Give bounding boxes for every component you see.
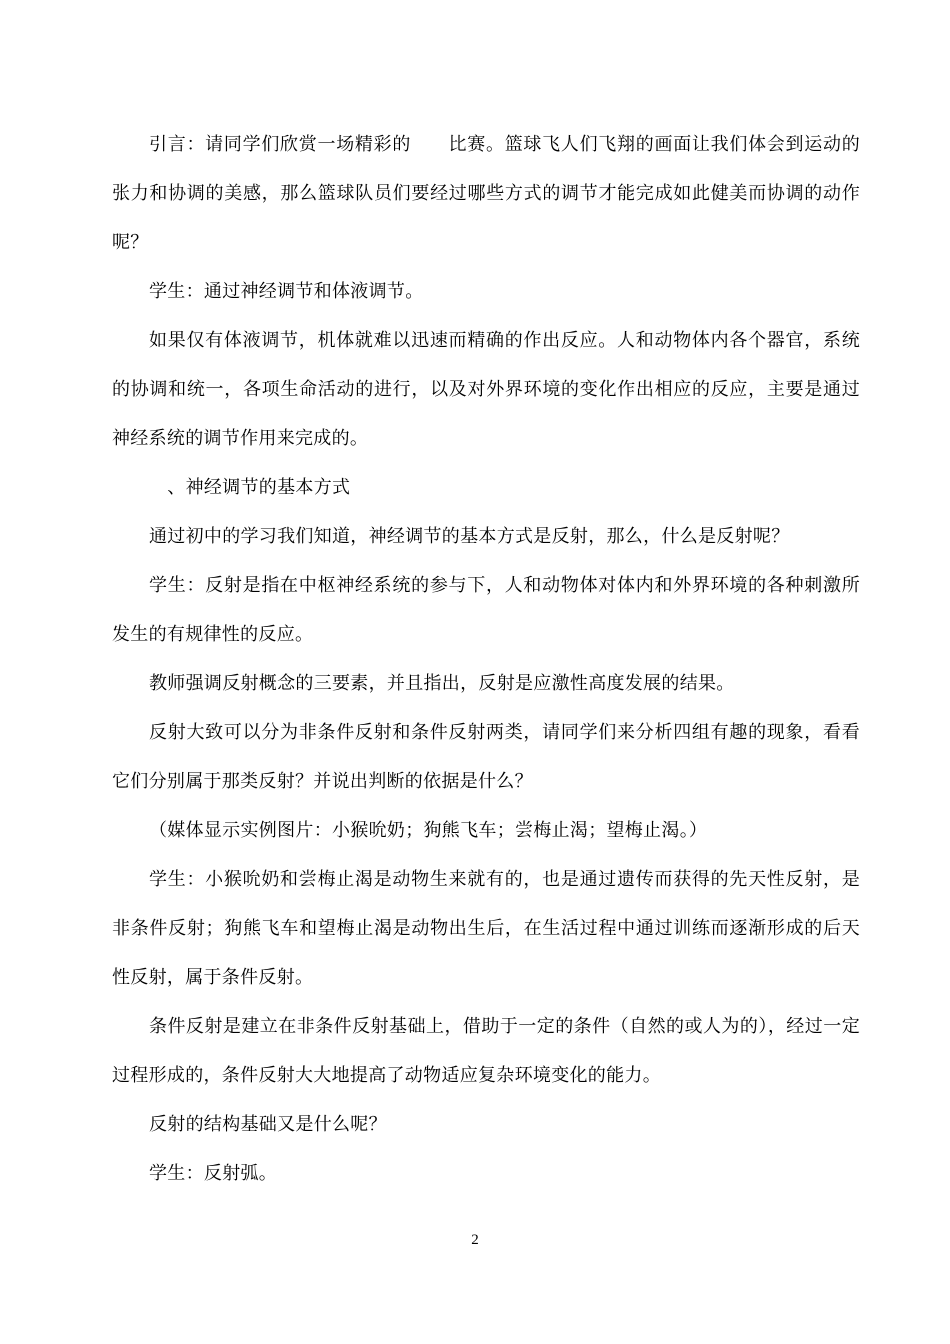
paragraph-conditioned-reflex: 条件反射是建立在非条件反射基础上，借助于一定的条件（自然的或人为的），经过一定过程形成的，条件反射大大地提高了动物适应复杂环境变化的能力。 <box>112 1016 860 1086</box>
paragraph-reflex-types: 反射大致可以分为非条件反射和条件反射两类，请同学们来分析四组有趣的现象，看看它们分别属于那类反射？并说出判断的依据是什么？ <box>112 722 860 792</box>
paragraph-student-answer-4: 学生：反射弧。 <box>149 1163 278 1184</box>
paragraph-intro: 引言：请同学们欣赏一场精彩的 比赛。篮球飞人们飞翔的画面让我们体会到运动的张力和协调的美感，那么篮球队员们要经过哪些方式的调节才能完成如此健美而协调的动作呢？ <box>112 134 860 253</box>
paragraph-teacher-emphasis: 教师强调反射概念的三要素，并且指出，反射是应激性高度发展的结果。 <box>149 673 735 694</box>
page-number: 2 <box>471 1232 479 1248</box>
paragraph-student-answer-2: 学生：反射是指在中枢神经系统的参与下，人和动物体对体内和外界环境的各种刺激所发生的有规律性的反应。 <box>112 575 860 645</box>
document-body <box>112 120 860 1198</box>
paragraph-question-structure: 反射的结构基础又是什么呢？ <box>149 1114 387 1135</box>
paragraph-student-answer-1: 学生：通过神经调节和体液调节。 <box>149 281 424 302</box>
paragraph-question-reflex: 通过初中的学习我们知道，神经调节的基本方式是反射，那么，什么是反射呢？ <box>149 526 790 547</box>
paragraph-humoral-regulation: 如果仅有体液调节，机体就难以迅速而精确的作出反应。人和动物体内各个器官，系统的协调和统一，各项生命活动的进行，以及对外界环境的变化作出相应的反应，主要是通过神经系统的调节作用来完成的。 <box>112 330 860 449</box>
section-heading: 、神经调节的基本方式 <box>149 477 351 498</box>
paragraph-student-answer-3: 学生：小猴吮奶和尝梅止渴是动物生来就有的，也是通过遗传而获得的先天性反射，是非条件反射；狗熊飞车和望梅止渴是动物出生后，在生活过程中通过训练而逐渐形成的后天性反射，属于条件反射。 <box>112 869 860 988</box>
paragraph-media-note: （媒体显示实例图片：小猴吮奶；狗熊飞车；尝梅止渴；望梅止渴。） <box>149 820 708 841</box>
